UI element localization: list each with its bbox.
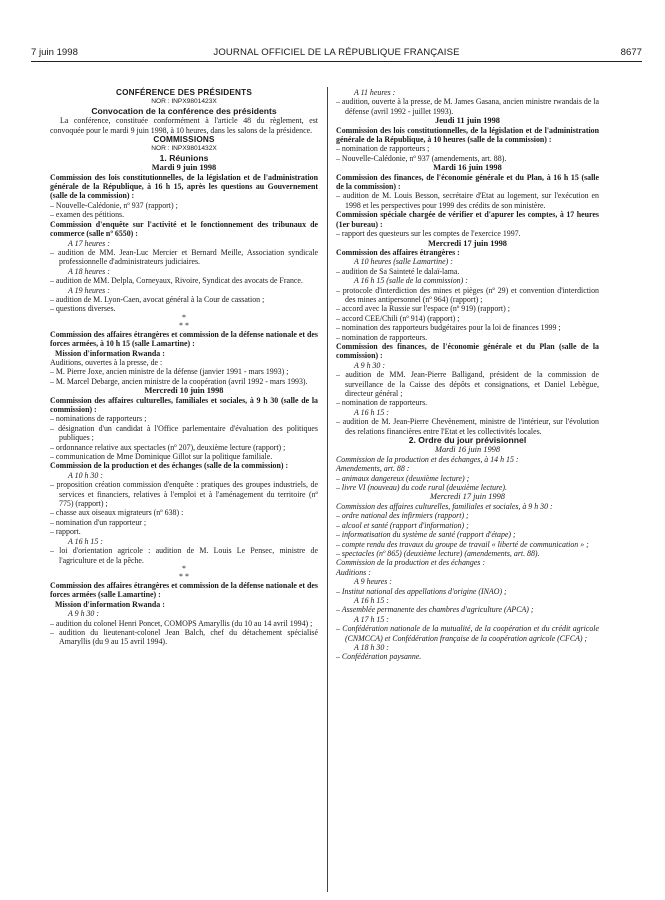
separator-stars: * * xyxy=(179,571,189,581)
agenda-item: – rapport des questeurs sur les comptes de l'exercice 1997. xyxy=(336,229,521,239)
agenda-item: – nomination de rapporteurs. xyxy=(336,398,428,408)
commission-heading: Commission des affaires culturelles, familiales et sociales, à 9 h 30 (salle de la commission) : xyxy=(50,395,318,414)
column-divider xyxy=(327,87,328,892)
agenda-date: Mercredi 17 juin 1998 xyxy=(430,492,505,502)
text-line: Amendements, art. 88 : xyxy=(336,464,410,474)
agenda-item: – nominations de rapporteurs ; xyxy=(50,414,147,424)
separator-stars: * xyxy=(182,563,186,573)
mission-title: Mission d'information Rwanda : xyxy=(55,599,165,609)
page-header xyxy=(31,47,642,61)
text-line: Commission de la production et des échanges : xyxy=(336,558,485,568)
agenda-item: – Nouvelle-Calédonie, nº 937 (amendements, art. 88). xyxy=(336,153,507,163)
agenda-item: – nomination de rapporteurs. xyxy=(336,332,428,342)
agenda-item: – loi d'orientation agricole : audition de M. Louis Le Pensec, ministre de l'agriculture et de la pêche. xyxy=(50,546,318,565)
agenda-item: – Confédération nationale de la mutualité, de la coopération et du crédit agricole (CNMCCA) et Confédération française de la coopération agricole (CFCA) ; xyxy=(336,624,599,643)
separator-stars: * * xyxy=(179,320,189,330)
commission-heading: Commission des finances, de l'économie générale et du Plan (salle de la commission) : xyxy=(336,341,599,361)
agenda-item: – ordre national des infirmiers (rapport) ; xyxy=(336,511,469,521)
nor-reference: NOR : INPX9801432X xyxy=(151,145,217,153)
agenda-item: – audition, ouverte à la presse, de M. James Gasana, ancien ministre rwandais de la défense (avril 1992 - juillet 1993). xyxy=(336,97,599,116)
time-slot: A 10 heures (salle Lamartine) : xyxy=(354,257,453,267)
page-number: 8677 xyxy=(620,47,642,58)
agenda-item: – audition de M. Louis Besson, secrétaire d'Etat au logement, sur l'exécution en 1998 et les perspectives pour 1999 des crédits de son ministère. xyxy=(336,191,599,210)
agenda-item: – protocole d'interdiction des mines et pièges (nº 29) et convention d'interdiction des mines antipersonnel (nº 964) (rapport) ; xyxy=(336,285,599,304)
agenda-item: – Nouvelle-Calédonie, nº 937 (rapport) ; xyxy=(50,200,178,210)
agenda-item: – accord avec la Russie sur l'espace (nº 919) (rapport) ; xyxy=(336,304,510,314)
agenda-item: – M. Marcel Debarge, ancien ministre de la coopération (avril 1992 - mars 1993). xyxy=(50,376,308,386)
commission-heading: Commission des finances, de l'économie générale et du Plan, à 16 h 15 (salle de la commission) : xyxy=(336,172,599,192)
commission-heading: Commission des affaires étrangères et commission de la défense nationale et des forces armées, à 10 h 15 (salle Lamartine) : xyxy=(50,329,318,349)
text-line: Auditions : xyxy=(336,567,371,577)
time-slot: A 16 h 15 (salle de la commission) : xyxy=(354,276,468,286)
time-slot: A 16 h 15 : xyxy=(354,407,389,417)
agenda-item: – audition de Sa Sainteté le dalaï-lama. xyxy=(336,266,460,276)
time-slot: A 16 h 15 : xyxy=(354,595,389,605)
agenda-item: – accord CEE/Chili (nº 914) (rapport) ; xyxy=(336,313,460,323)
meeting-date: Jeudi 11 juin 1998 xyxy=(435,116,500,126)
agenda-item: – ordonnance relative aux spectacles (nº 207), deuxième lecture (rapport) ; xyxy=(50,442,286,452)
agenda-item: – audition de MM. Jean-Pierre Balligand, président de la commission de surveillance de la Caisse des dépôts et consignations, et Daniel Lebègue, directeur général ; xyxy=(336,370,599,398)
commission-heading: Commission des lois constitutionnelles, de la législation et de l'administration générale de la République, à 16 h 15, après les questions au Gouvernement (salle de la commission) : xyxy=(50,172,318,201)
mission-title: Mission d'information Rwanda : xyxy=(55,348,165,358)
paragraph: La conférence, constituée conformément à l'article 48 du règlement, est convoquée pour le mardi 9 juin 1998, à 10 heures, dans les salons de la présidence. xyxy=(50,116,318,135)
agenda-item: – proposition création commission d'enquête : pratiques des groupes industriels, de services et financiers, relatives à l'emploi et à l'aménagement du territoire (nº 775) (rapport) ; xyxy=(50,480,318,509)
meeting-date: Mercredi 17 juin 1998 xyxy=(427,238,507,248)
commission-heading: Commission des affaires étrangères : xyxy=(336,247,460,257)
time-slot: A 18 h 30 : xyxy=(354,642,389,652)
agenda-item: – nomination d'un rapporteur ; xyxy=(50,517,147,527)
agenda-item: – examen des pétitions. xyxy=(50,210,125,220)
section-heading: COMMISSIONS xyxy=(153,135,215,145)
text-line: Auditions, ouvertes à la presse, de : xyxy=(50,357,163,367)
commission-heading: Commission spéciale chargée de vérifier et d'apurer les comptes, à 17 heures (1er bureau) : xyxy=(336,210,599,229)
time-slot: A 17 heures : xyxy=(68,238,110,248)
commission-heading: Commission des lois constitutionnelles, de la législation et de l'administration générale de la République, à 10 heures (salle de la commission) : xyxy=(336,125,599,145)
agenda-item: – rapport. xyxy=(50,527,81,537)
subsection-title: 2. Ordre du jour prévisionnel xyxy=(408,435,527,446)
time-slot: A 18 heures : xyxy=(68,266,110,276)
time-slot: A 11 heures : xyxy=(354,88,396,97)
left-column xyxy=(50,88,318,647)
meeting-date: Mardi 9 juin 1998 xyxy=(151,163,217,173)
agenda-item: – nomination de rapporteurs ; xyxy=(336,144,430,154)
agenda-item: – Assemblée permanente des chambres d'agriculture (APCA) ; xyxy=(336,605,534,615)
agenda-item: – informatisation du système de santé (rapport d'étape) ; xyxy=(336,530,516,540)
agenda-item: – spectacles (nº 865) (deuxième lecture) (amendements, art. 88). xyxy=(336,548,540,558)
separator-stars: * xyxy=(182,312,186,322)
agenda-item: – M. Pierre Joxe, ancien ministre de la défense (janvier 1991 - mars 1993) ; xyxy=(50,367,289,377)
agenda-item: – Institut national des appellations d'origine (INAO) ; xyxy=(336,586,507,596)
agenda-item: – questions diverses. xyxy=(50,304,116,314)
agenda-item: – audition du lieutenant-colonel Jean Balch, chef du détachement spécialisé Amaryllis (du 9 au 15 avril 1994). xyxy=(50,627,318,647)
subsection-title: Convocation de la conférence des présidents xyxy=(91,105,277,116)
meeting-date: Mercredi 10 juin 1998 xyxy=(144,386,224,396)
right-column xyxy=(336,88,599,662)
agenda-item: – désignation d'un candidat à l'Office parlementaire d'évaluation des politiques publiques ; xyxy=(50,423,318,443)
agenda-item: – audition de MM. Delpla, Corneyaux, Rivoire, Syndicat des avocats de France. xyxy=(50,276,303,286)
agenda-item: – Confédération paysanne. xyxy=(336,652,422,662)
agenda-item: – nomination des rapporteurs budgétaires pour la loi de finances 1999 ; xyxy=(336,323,561,333)
header-rule xyxy=(31,61,642,62)
agenda-item: – compte rendu des travaux du groupe de travail « liberté de communication » ; xyxy=(336,539,589,549)
time-slot: A 9 h 30 : xyxy=(354,360,385,370)
agenda-item: – livre VI (nouveau) du code rural (deuxième lecture). xyxy=(336,483,507,493)
time-slot: A 17 h 15 : xyxy=(354,614,389,624)
meeting-date: Mardi 16 juin 1998 xyxy=(433,163,502,173)
time-slot: A 16 h 15 : xyxy=(68,536,103,546)
nor-reference: NOR : INPX9801423X xyxy=(151,98,217,106)
agenda-item: – chasse aux oiseaux migrateurs (nº 638) : xyxy=(50,508,184,518)
text-line: Commission des affaires culturelles, familiales et sociales, à 9 h 30 : xyxy=(336,501,553,511)
section-heading: CONFÉRENCE DES PRÉSIDENTS xyxy=(115,88,253,97)
time-slot: A 10 h 30 : xyxy=(68,470,103,480)
text-line: Commission de la production et des échanges, à 14 h 15 : xyxy=(336,454,519,464)
agenda-item: – communication de Mme Dominique Gillot sur la politique familiale. xyxy=(50,452,273,462)
agenda-item: – audition de M. Lyon-Caen, avocat général à la Cour de cassation ; xyxy=(50,294,265,304)
time-slot: A 9 h 30 : xyxy=(68,609,99,619)
journal-title: JOURNAL OFFICIEL DE LA RÉPUBLIQUE FRANÇAISE xyxy=(213,47,460,58)
time-slot: A 9 heures : xyxy=(354,577,392,587)
commission-heading: Commission de la production et des échanges (salle de la commission) : xyxy=(50,461,289,471)
agenda-item: – animaux dangereux (deuxième lecture) ; xyxy=(336,473,470,483)
time-slot: A 19 heures : xyxy=(68,285,110,295)
agenda-item: – audition de MM. Jean-Luc Mercier et Bernard Meille, Association syndicale professionnelle d'administrateurs judiciaires. xyxy=(50,247,318,267)
commission-heading: Commission des affaires étrangères et commission de la défense nationale et des forces armées (salle Lamartine) : xyxy=(50,580,318,600)
agenda-item: – audition du colonel Henri Poncet, COMOPS Amaryllis (du 10 au 14 avril 1994) ; xyxy=(50,618,313,628)
agenda-item: – alcool et santé (rapport d'information) ; xyxy=(336,520,469,530)
agenda-item: – audition de M. Jean-Pierre Chevènement, ministre de l'intérieur, sur l'évolution des relations financières entre l'Etat et les collectivités locales. xyxy=(336,417,599,436)
agenda-date: Mardi 16 juin 1998 xyxy=(434,445,501,455)
subsection-title: 1. Réunions xyxy=(159,152,209,163)
commission-heading: Commission d'enquête sur l'activité et le fonctionnement des tribunaux de commerce (salle nº 6550) : xyxy=(50,219,318,239)
header-date: 7 juin 1998 xyxy=(31,47,78,58)
